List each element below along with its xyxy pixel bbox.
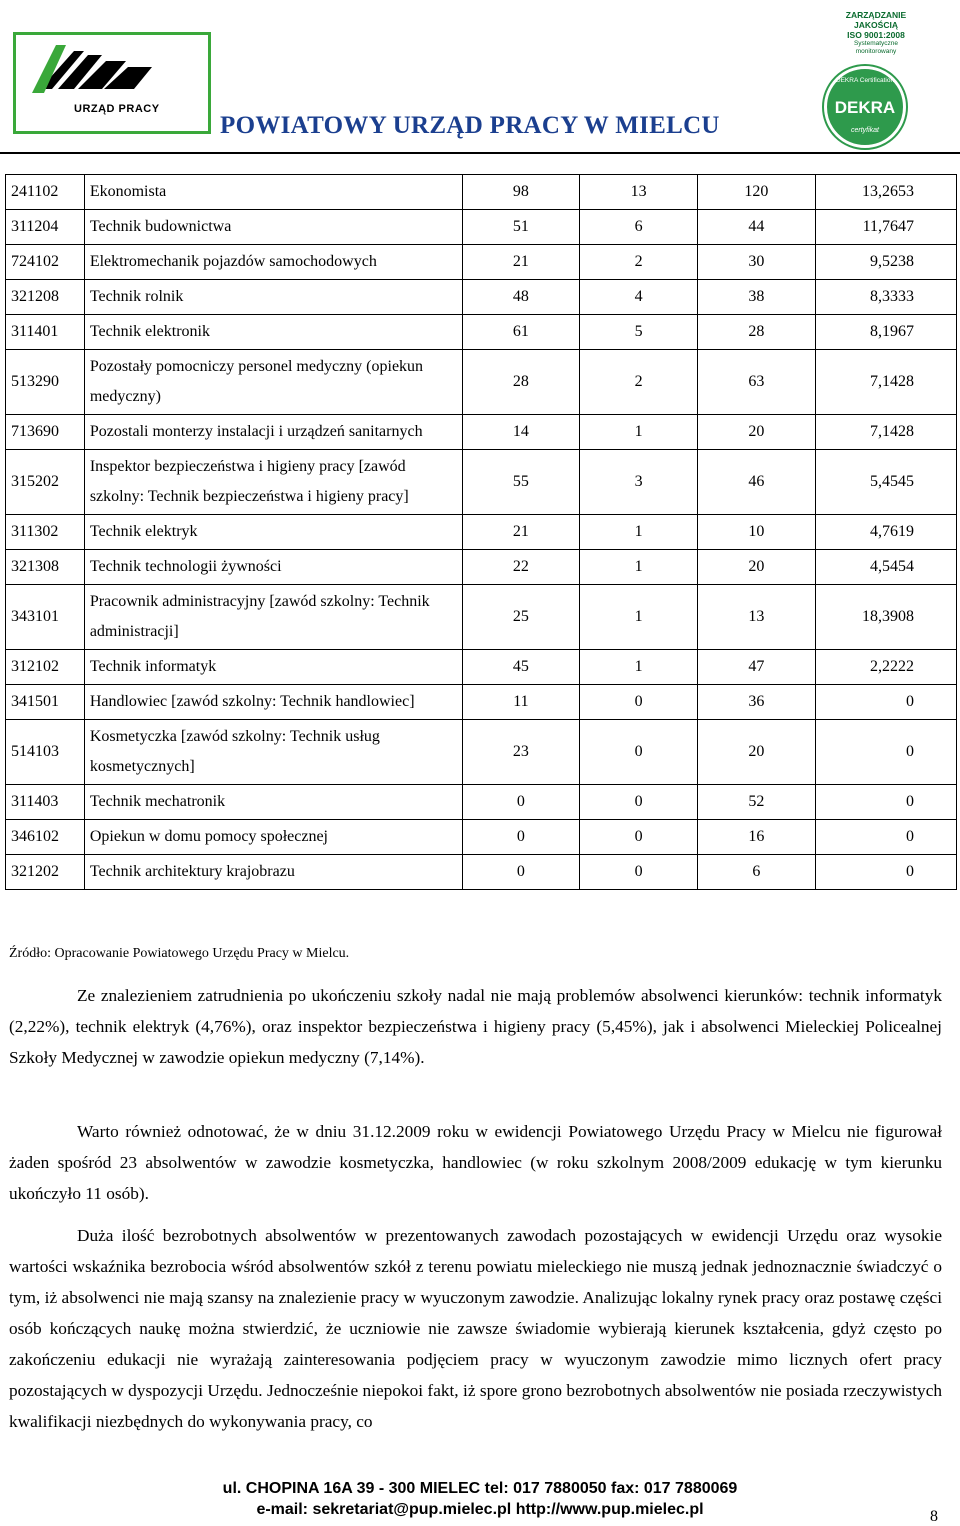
value-b: 1 — [580, 415, 698, 450]
value-b: 1 — [580, 585, 698, 650]
table-body — [6, 175, 957, 890]
occupation-name: Technik informatyk — [84, 650, 462, 685]
page-footer — [0, 1478, 960, 1520]
iso-certificate-badge — [820, 4, 930, 144]
page-header — [0, 0, 960, 160]
value-d: 5,4545 — [815, 450, 956, 515]
occupation-name: Technik budownictwa — [84, 210, 462, 245]
value-d: 9,5238 — [815, 245, 956, 280]
table-row — [6, 550, 957, 585]
value-c: 20 — [697, 415, 815, 450]
value-d: 11,7647 — [815, 210, 956, 245]
value-d: 4,5454 — [815, 550, 956, 585]
occupation-name: Technik technologii żywności — [84, 550, 462, 585]
value-a: 0 — [462, 820, 580, 855]
occupation-name: Elektromechanik pojazdów samochodowych — [84, 245, 462, 280]
value-b: 2 — [580, 245, 698, 280]
value-b: 1 — [580, 650, 698, 685]
value-a: 98 — [462, 175, 580, 210]
value-a: 61 — [462, 315, 580, 350]
value-d: 8,1967 — [815, 315, 956, 350]
value-b: 1 — [580, 550, 698, 585]
occupation-code: 315202 — [6, 450, 85, 515]
header-divider — [0, 152, 960, 154]
occupation-name: Technik mechatronik — [84, 785, 462, 820]
value-c: 10 — [697, 515, 815, 550]
occupation-name: Pracownik administracyjny [zawód szkolny: Technik administracji] — [84, 585, 462, 650]
cert-text — [828, 10, 924, 56]
occupation-code: 321308 — [6, 550, 85, 585]
value-b: 0 — [580, 855, 698, 890]
occupation-code: 514103 — [6, 720, 85, 785]
org-title: POWIATOWY URZĄD PRACY W MIELCU — [220, 112, 720, 139]
value-a: 51 — [462, 210, 580, 245]
table-row — [6, 245, 957, 280]
occupation-code: 311302 — [6, 515, 85, 550]
value-d: 2,2222 — [815, 650, 956, 685]
value-d: 7,1428 — [815, 350, 956, 415]
value-a: 22 — [462, 550, 580, 585]
value-c: 36 — [697, 685, 815, 720]
value-d: 0 — [815, 820, 956, 855]
value-d: 0 — [815, 685, 956, 720]
value-a: 21 — [462, 515, 580, 550]
occupation-name: Ekonomista — [84, 175, 462, 210]
value-a: 25 — [462, 585, 580, 650]
occupation-code: 241102 — [6, 175, 85, 210]
value-c: 120 — [697, 175, 815, 210]
table-row — [6, 450, 957, 515]
value-c: 47 — [697, 650, 815, 685]
table-row — [6, 350, 957, 415]
logo-text: URZĄD PRACY — [74, 103, 160, 115]
occupation-name: Handlowiec [zawód szkolny: Technik handlowiec] — [84, 685, 462, 720]
occupation-name: Technik rolnik — [84, 280, 462, 315]
page-number: 8 — [930, 1508, 938, 1525]
occupation-code: 713690 — [6, 415, 85, 450]
value-a: 55 — [462, 450, 580, 515]
value-c: 20 — [697, 550, 815, 585]
occupation-code: 343101 — [6, 585, 85, 650]
value-c: 6 — [697, 855, 815, 890]
value-b: 0 — [580, 785, 698, 820]
value-c: 28 — [697, 315, 815, 350]
value-a: 11 — [462, 685, 580, 720]
value-d: 18,3908 — [815, 585, 956, 650]
value-a: 45 — [462, 650, 580, 685]
value-a: 28 — [462, 350, 580, 415]
value-a: 0 — [462, 855, 580, 890]
table-row — [6, 210, 957, 245]
cert-line-2: JAKOŚCIĄ — [854, 20, 898, 30]
occupation-name: Pozostali monterzy instalacji i urządzeń sanitarnych — [84, 415, 462, 450]
seal-top-text: DEKRA Certification — [835, 77, 895, 84]
logo-graphic-icon — [22, 41, 202, 103]
occupation-code: 724102 — [6, 245, 85, 280]
value-b: 3 — [580, 450, 698, 515]
footer-address: ul. CHOPINA 16A 39 - 300 MIELEC tel: 017 7880050 fax: 017 7880069 — [222, 1480, 738, 1497]
occupation-code: 311204 — [6, 210, 85, 245]
value-b: 6 — [580, 210, 698, 245]
occupation-code: 311401 — [6, 315, 85, 350]
occupation-name: Technik architektury krajobrazu — [84, 855, 462, 890]
cert-line-1: ZARZĄDZANIE — [845, 10, 907, 20]
occupation-code: 341501 — [6, 685, 85, 720]
table-row — [6, 685, 957, 720]
value-d: 8,3333 — [815, 280, 956, 315]
table-row — [6, 650, 957, 685]
value-b: 13 — [580, 175, 698, 210]
value-c: 38 — [697, 280, 815, 315]
occupation-code: 321208 — [6, 280, 85, 315]
value-b: 2 — [580, 350, 698, 415]
value-b: 5 — [580, 315, 698, 350]
value-c: 13 — [697, 585, 815, 650]
urzad-pracy-logo — [13, 32, 211, 134]
value-c: 44 — [697, 210, 815, 245]
table-row — [6, 585, 957, 650]
cert-line-5: monitorowany — [855, 48, 897, 55]
occupation-code: 346102 — [6, 820, 85, 855]
table-source-note: Źródło: Opracowanie Powiatowego Urzędu Pracy w Mielcu. — [9, 946, 350, 961]
value-c: 16 — [697, 820, 815, 855]
table-row — [6, 415, 957, 450]
table-row — [6, 175, 957, 210]
paragraph-1: Ze znalezieniem zatrudnienia po ukończeniu szkoły nadal nie mają problemów absolwenci kierunków: technik informatyk (2,22%), technik elektryk (4,76%), oraz inspektor bezpieczeństwa i higieny pracy (5,45%), jak i absolwenci Mieleckiej Policealnej Szkoły Medycznej w zawodzie opiekun medyczny (7,14%). — [9, 986, 942, 1067]
value-d: 0 — [815, 720, 956, 785]
value-c: 20 — [697, 720, 815, 785]
occupation-name: Inspektor bezpieczeństwa i higieny pracy [zawód szkolny: Technik bezpieczeństwa i higieny pracy] — [84, 450, 462, 515]
occupation-name: Pozostały pomocniczy personel medyczny (opiekun medyczny) — [84, 350, 462, 415]
value-a: 48 — [462, 280, 580, 315]
value-c: 30 — [697, 245, 815, 280]
table-row — [6, 785, 957, 820]
cert-line-4: Systematyczne — [853, 40, 899, 47]
occupation-code: 311403 — [6, 785, 85, 820]
paragraph-2: Warto również odnotować, że w dniu 31.12.2009 roku w ewidencji Powiatowego Urzędu Pracy w Mielcu nie figurował żaden spośród 23 absolwentów w zawodzie kosmetyczka, handlowiec (w roku szkolnym 2008/2009 edukację w tym kierunku ukończyło 11 osób). — [9, 1122, 942, 1203]
value-a: 0 — [462, 785, 580, 820]
value-c: 46 — [697, 450, 815, 515]
graduates-table — [5, 174, 957, 890]
occupation-code: 513290 — [6, 350, 85, 415]
paragraph-3: Duża ilość bezrobotnych absolwentów w prezentowanych zawodach pozostających w ewidencji Urzędu oraz wysokie wartości wskaźnika bezrobocia wśród absolwentów szkół z terenu powiatu mieleckiego nie muszą jednak jednoznacznie świadczyć o tym, iż absolwenci nie mają szansy na znalezienie pracy w wyuczonym zawodzie. Analizując lokalny rynek pracy oraz postawę części osób kończących naukę można stwierdzić, że uczniowie nie zawsze świadomie wybierają kierunek kształcenia, gdyż często po zakończeniu edukacji nie wyrażają zainteresowania podjęciem pracy w wyuczonym zawodzie mimo licznych ofert pracy pozostających w dyspozycji Urzędu. Jednocześnie niepokoi fakt, iż spore grono bezrobotnych absolwentów nie posiada rzeczywistych kwalifikacji niezbędnych do wykonywania pracy, co — [9, 1226, 942, 1431]
value-d: 0 — [815, 855, 956, 890]
value-b: 0 — [580, 820, 698, 855]
value-c: 63 — [697, 350, 815, 415]
seal-bottom-text: certyfikat — [850, 127, 879, 134]
table-row — [6, 820, 957, 855]
value-a: 14 — [462, 415, 580, 450]
value-d: 7,1428 — [815, 415, 956, 450]
value-d: 4,7619 — [815, 515, 956, 550]
table-row — [6, 315, 957, 350]
cert-line-3: ISO 9001:2008 — [847, 30, 905, 40]
value-a: 23 — [462, 720, 580, 785]
value-c: 52 — [697, 785, 815, 820]
occupation-name: Kosmetyczka [zawód szkolny: Technik usług kosmetycznych] — [84, 720, 462, 785]
value-b: 1 — [580, 515, 698, 550]
table-row — [6, 720, 957, 785]
dekra-seal-icon — [824, 66, 906, 148]
occupation-name: Technik elektryk — [84, 515, 462, 550]
value-d: 0 — [815, 785, 956, 820]
value-b: 0 — [580, 720, 698, 785]
footer-contact: e-mail: sekretariat@pup.mielec.pl http://www.pup.mielec.pl — [256, 1501, 704, 1518]
seal-name: DEKRA — [834, 98, 896, 117]
table-row — [6, 855, 957, 890]
value-b: 0 — [580, 685, 698, 720]
occupation-code: 312102 — [6, 650, 85, 685]
value-a: 21 — [462, 245, 580, 280]
table-row — [6, 280, 957, 315]
occupation-code: 321202 — [6, 855, 85, 890]
occupation-name: Opiekun w domu pomocy społecznej — [84, 820, 462, 855]
occupation-name: Technik elektronik — [84, 315, 462, 350]
value-d: 13,2653 — [815, 175, 956, 210]
table-row — [6, 515, 957, 550]
value-b: 4 — [580, 280, 698, 315]
